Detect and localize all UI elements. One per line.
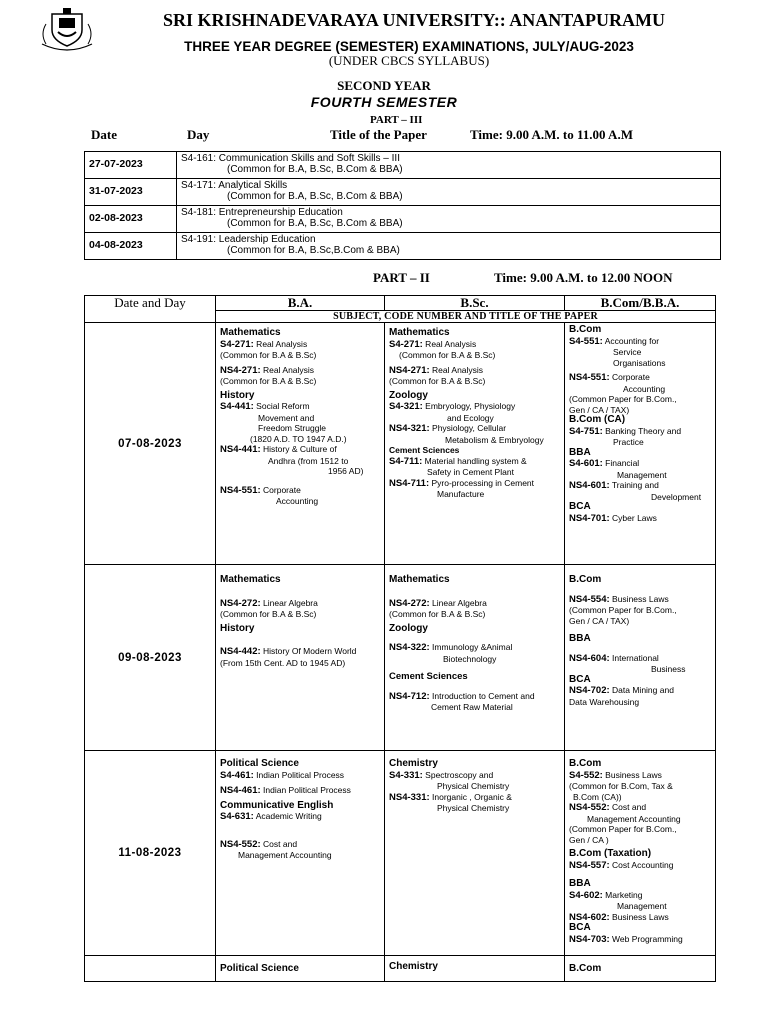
date-cell: 31-07-2023 bbox=[85, 179, 177, 206]
col-day-header: Day bbox=[187, 127, 210, 142]
subheader: SUBJECT, CODE NUMBER AND TITLE OF THE PAPER bbox=[216, 311, 716, 323]
paper-cell: S4-161: Communication Skills and Soft Skills – III (Common for B.A, B.Sc, B.Com & BBA) bbox=[177, 152, 721, 179]
col-date-header: Date bbox=[91, 127, 117, 142]
bsc-cell: Mathematics S4-271: Real Analysis (Common for B.A & B.Sc) NS4-271: Real Analysis (Common for B.A & B.Sc) Zoology S4-321: Embryology, Physiology and Ecology NS4-321: Physiology, Cellular Metabolism & Embryology Cement Sciences S4-711: Material handling system & Safety in Cement Plant NS4-711: Pyro-processing in Cement Manufacture bbox=[385, 323, 565, 565]
paper-cell: S4-191: Leadership Education (Common for B.A, B.Sc,B.Com & BBA) bbox=[177, 233, 721, 260]
col-date-day-header: Date and Day bbox=[85, 296, 216, 323]
date-cell: 04-08-2023 bbox=[85, 233, 177, 260]
date-cell bbox=[85, 956, 216, 982]
exam-title: THREE YEAR DEGREE (SEMESTER) EXAMINATIONS, JULY/AUG-2023 bbox=[184, 39, 634, 54]
date-cell: 27-07-2023 bbox=[85, 152, 177, 179]
col-bcom-header: B.Com/B.B.A. bbox=[565, 296, 716, 311]
syllabus-scheme: (UNDER CBCS SYLLABUS) bbox=[328, 53, 490, 68]
table-row bbox=[85, 206, 721, 233]
table-row bbox=[85, 565, 716, 751]
ba-cell: Political Science S4-461: Indian Political Process NS4-461: Indian Political Process Communicative English S4-631: Academic Writing NS4-552: Cost and Management Accounting bbox=[216, 751, 385, 956]
col-title-header: Title of the Paper bbox=[330, 127, 427, 142]
table-row bbox=[85, 751, 716, 956]
ba-cell: Mathematics NS4-272: Linear Algebra (Common for B.A & B.Sc) History NS4-442: History Of Modern World (From 15th Cent. AD to 1945 AD) bbox=[216, 565, 385, 751]
paper-cell: S4-171: Analytical Skills (Common for B.A, B.Sc, B.Com & BBA) bbox=[177, 179, 721, 206]
table-row bbox=[85, 179, 721, 206]
bcom-cell: B.Com bbox=[565, 956, 716, 982]
col-bsc-header: B.Sc. bbox=[385, 296, 565, 311]
col-ba-header: B.A. bbox=[216, 296, 385, 311]
part3-title: PART – III bbox=[370, 114, 423, 126]
paper-cell: S4-181: Entrepreneurship Education (Common for B.A, B.Sc, B.Com & BBA) bbox=[177, 206, 721, 233]
ba-cell: Mathematics S4-271: Real Analysis (Common for B.A & B.Sc) NS4-271: Real Analysis (Common for B.A & B.Sc) History S4-441: Social Reform Movement and Freedom Struggle (1820 A.D. TO 1947 A.D.) NS4-441: History & Culture of Andhra (from 1512 to 1956 AD) NS4-551: Corporate Accounting bbox=[216, 323, 385, 565]
date-cell: 07-08-2023 bbox=[85, 323, 216, 565]
bsc-cell: Chemistry S4-331: Spectroscopy and Physical Chemistry NS4-331: Inorganic , Organic & Physical Chemistry bbox=[385, 751, 565, 956]
part2-title: PART – II bbox=[373, 270, 430, 285]
table-row bbox=[85, 956, 716, 982]
table-row bbox=[85, 152, 721, 179]
table-row bbox=[85, 233, 721, 260]
semester-label: FOURTH SEMESTER bbox=[310, 94, 458, 110]
part2-table bbox=[84, 295, 716, 982]
bcom-cell: B.Com S4-552: Business Laws (Common for B.Com, Tax & B.Com (CA)) NS4-552: Cost and Management Accounting (Common Paper for B.Com., Gen / CA ) B.Com (Taxation) NS4-557: Cost Accounting BBA S4-602: Marketing Management NS4-602: Business Laws BCA NS4-703: Web Programming bbox=[565, 751, 716, 956]
university-name: SRI KRISHNADEVARAYA UNIVERSITY:: ANANTAPURAMU bbox=[163, 10, 665, 30]
part3-table bbox=[84, 151, 721, 260]
date-cell: 02-08-2023 bbox=[85, 206, 177, 233]
date-cell: 11-08-2023 bbox=[85, 751, 216, 956]
part3-time: Time: 9.00 A.M. to 11.00 A.M bbox=[470, 127, 633, 142]
bsc-cell: Chemistry bbox=[385, 956, 565, 982]
bcom-cell: B.Com NS4-554: Business Laws (Common Paper for B.Com., Gen / CA / TAX) BBA NS4-604: International Business BCA NS4-702: Data Mining and Data Warehousing bbox=[565, 565, 716, 751]
part2-time: Time: 9.00 A.M. to 12.00 NOON bbox=[494, 270, 673, 285]
table-row bbox=[85, 323, 716, 565]
date-cell: 09-08-2023 bbox=[85, 565, 216, 751]
year-label: SECOND YEAR bbox=[337, 78, 431, 93]
bsc-cell: Mathematics NS4-272: Linear Algebra (Common for B.A & B.Sc) Zoology NS4-322: Immunology &Animal Biotechnology Cement Sciences NS4-712: Introduction to Cement and Cement Raw Material bbox=[385, 565, 565, 751]
ba-cell: Political Science bbox=[216, 956, 385, 982]
bcom-cell: B.Com S4-551: Accounting for Service Organisations NS4-551: Corporate Accounting (Common Paper for B.Com., Gen / CA / TAX) B.Com (CA) S4-751: Banking Theory and Practice BBA S4-601: Financial Management NS4-601: Training and Development BCA NS4-701: Cyber Laws bbox=[565, 323, 716, 565]
